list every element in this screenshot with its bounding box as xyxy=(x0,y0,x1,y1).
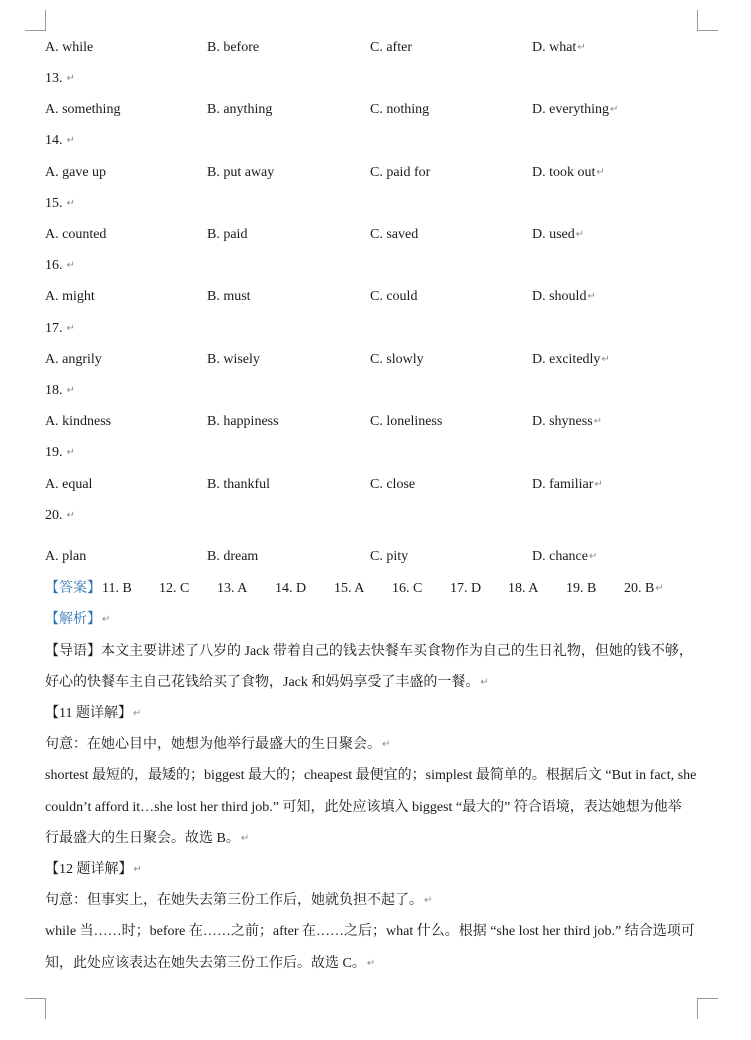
return-mark-icon: ↵ xyxy=(587,291,596,302)
return-mark-icon: ↵ xyxy=(240,833,250,844)
return-mark-icon: ↵ xyxy=(601,354,610,365)
q11-explanation-line: shortest 最短的，最矮的；biggest 最大的；cheapest 最便宜的；simplest 最简单的。根据后文 “But in fact, she xyxy=(45,768,697,783)
page-corner-bottom-left xyxy=(25,998,46,1019)
q11-heading: 【11 题详解】↵ xyxy=(45,706,142,721)
guide-paragraph-line: 【导语】本文主要讲述了八岁的 Jack 带着自己的钱去快餐车买食物作为自己的生日礼物，但她的钱不够， xyxy=(45,644,693,659)
question-number: 14. ↵ xyxy=(45,133,75,148)
answer-item: 18. A xyxy=(508,581,539,596)
option-c: C. loneliness xyxy=(370,414,443,429)
answer-item: 17. D xyxy=(450,581,482,596)
answer-item: 15. A xyxy=(334,581,365,596)
option-b: B. wisely xyxy=(207,352,260,367)
answer-label: 【答案】 xyxy=(45,581,101,596)
answer-line xyxy=(45,578,675,600)
return-mark-icon: ↵ xyxy=(424,895,433,906)
q12-explanation-line: while 当……时；before 在……之前；after 在……之后；what 什么。根据 “she lost her third job.” 结合选项可 xyxy=(45,924,695,939)
return-mark-icon: ↵ xyxy=(66,510,75,521)
option-d: D. took out↵ xyxy=(532,165,605,180)
option-c: C. saved xyxy=(370,227,419,242)
option-d: D. everything↵ xyxy=(532,102,619,117)
question-number: 20. ↵ xyxy=(45,508,75,523)
option-c: C. paid for xyxy=(370,165,431,180)
option-c: C. slowly xyxy=(370,352,424,367)
option-d: D. familiar↵ xyxy=(532,477,603,492)
question-number: 17. ↵ xyxy=(45,321,75,336)
return-mark-icon: ↵ xyxy=(609,104,619,115)
page-corner-bottom-right xyxy=(697,998,718,1019)
return-mark-icon: ↵ xyxy=(577,42,586,53)
option-a: A. counted xyxy=(45,227,107,242)
return-mark-icon: ↵ xyxy=(382,739,391,750)
answer-item: 20. B↵ xyxy=(624,581,664,596)
option-a: A. kindness xyxy=(45,414,112,429)
return-mark-icon: ↵ xyxy=(66,198,75,209)
option-c: C. close xyxy=(370,477,416,492)
option-b: B. thankful xyxy=(207,477,270,492)
option-b: B. put away xyxy=(207,165,275,180)
option-a: A. plan xyxy=(45,549,87,564)
option-c: C. could xyxy=(370,289,418,304)
return-mark-icon: ↵ xyxy=(66,323,75,334)
option-b: B. before xyxy=(207,40,260,55)
return-mark-icon: ↵ xyxy=(102,614,111,625)
answer-item: 12. C xyxy=(159,581,190,596)
return-mark-icon: ↵ xyxy=(66,447,75,458)
question-number: 13. ↵ xyxy=(45,71,75,86)
page-corner-top-left xyxy=(25,10,46,31)
option-d: D. shyness↵ xyxy=(532,414,603,429)
option-c: C. nothing xyxy=(370,102,430,117)
q12-explanation-line: 知，此处应该表达在她失去第三份工作后。故选 C。↵ xyxy=(45,956,376,971)
option-d: D. what↵ xyxy=(532,40,586,55)
option-c: C. pity xyxy=(370,549,409,564)
return-mark-icon: ↵ xyxy=(66,135,75,146)
option-d: D. used↵ xyxy=(532,227,585,242)
question-number: 15. ↵ xyxy=(45,196,75,211)
return-mark-icon: ↵ xyxy=(480,677,489,688)
q11-meaning: 句意：在她心目中，她想为他举行最盛大的生日聚会。↵ xyxy=(45,737,391,752)
answer-item: 19. B xyxy=(566,581,597,596)
return-mark-icon: ↵ xyxy=(66,73,75,84)
option-d: D. should↵ xyxy=(532,289,596,304)
q11-explanation-line: 行最盛大的生日聚会。故选 B。↵ xyxy=(45,831,250,846)
question-number: 16. ↵ xyxy=(45,258,75,273)
return-mark-icon: ↵ xyxy=(575,229,585,240)
return-mark-icon: ↵ xyxy=(66,385,75,396)
return-mark-icon: ↵ xyxy=(596,167,605,178)
return-mark-icon: ↵ xyxy=(593,416,603,427)
answer-item: 11. B xyxy=(102,581,132,596)
guide-paragraph-line: 好心的快餐车主自己花钱给买了食物，Jack 和妈妈享受了丰盛的一餐。↵ xyxy=(45,675,489,690)
option-a: A. gave up xyxy=(45,165,107,180)
q12-heading: 【12 题详解】↵ xyxy=(45,862,142,877)
answer-item: 13. A xyxy=(217,581,248,596)
answer-item: 16. C xyxy=(392,581,423,596)
question-number: 19. ↵ xyxy=(45,445,75,460)
option-b: B. anything xyxy=(207,102,273,117)
return-mark-icon: ↵ xyxy=(588,551,598,562)
q11-explanation-line: couldn’t afford it…she lost her third job.” 可知，此处应该填入 biggest “最大的” 符合语境，表达她想为他举 xyxy=(45,800,682,815)
option-a: A. angrily xyxy=(45,352,102,367)
option-b: B. dream xyxy=(207,549,259,564)
answer-item: 14. D xyxy=(275,581,307,596)
option-b: B. happiness xyxy=(207,414,279,429)
option-a: A. might xyxy=(45,289,95,304)
option-a: A. while xyxy=(45,40,94,55)
question-number: 18. ↵ xyxy=(45,383,75,398)
return-mark-icon: ↵ xyxy=(66,260,75,271)
q12-meaning: 句意：但事实上，在她失去第三份工作后，她就负担不起了。↵ xyxy=(45,893,433,908)
option-c: C. after xyxy=(370,40,412,55)
option-a: A. equal xyxy=(45,477,93,492)
page-corner-top-right xyxy=(697,10,718,31)
option-d: D. excitedly↵ xyxy=(532,352,610,367)
return-mark-icon: ↵ xyxy=(132,708,142,719)
return-mark-icon: ↵ xyxy=(366,958,376,969)
option-b: B. paid xyxy=(207,227,248,242)
option-d: D. chance↵ xyxy=(532,549,598,564)
option-a: A. something xyxy=(45,102,121,117)
analysis-label: 【解析】↵ xyxy=(45,612,111,627)
return-mark-icon: ↵ xyxy=(655,583,664,594)
option-b: B. must xyxy=(207,289,251,304)
return-mark-icon: ↵ xyxy=(133,864,142,875)
return-mark-icon: ↵ xyxy=(594,479,603,490)
